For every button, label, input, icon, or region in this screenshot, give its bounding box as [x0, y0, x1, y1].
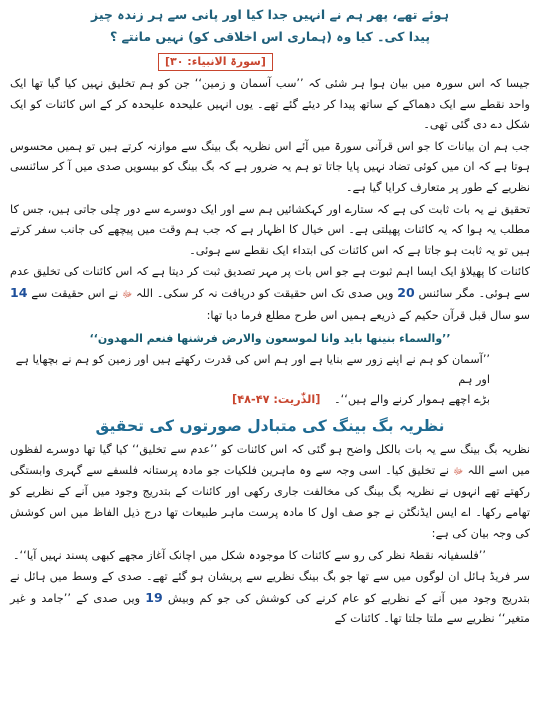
- paragraph-4-text-a: کائنات کا پھیلاؤ ایک ایسا اہم ثبوت ہے جو اس بات پر مہر تصدیق ثبت کر دیتا ہے کہ اس کائنات کی تخلیق عدم سے ہوئی۔ مگر سائنس: [10, 265, 530, 300]
- paragraph-5-text-b: نے تخلیق کیا۔ اسی وجہ سے وہ ماہرین فلکیات جو مادہ پرستانہ فلسفے سے گہری وابستگی رکھتے تھے انہوں نے نظریہ بگ بینگ کی مخالفت جاری رکھی اور کائنات کے بتدریج وجود میں آنے کے نظریے کو تھامے رکھا۔ اے ایس ایڈنگٹن نے جو صف اول کا مادہ پرست ماہر طبیعات تھا درج ذیل الفاظ میں اس کوشش کی وجہ بیان کی ہے:: [10, 463, 530, 540]
- quran-verse-line-1: ہوئے تھے، پھر ہم نے انہیں جدا کیا اور پانی سے ہر زندہ چیز: [91, 7, 449, 22]
- translation-line-2-text: بڑے اچھے ہموار کرنے والے ہیں‘‘۔: [334, 393, 490, 407]
- paragraph-5-text-a: نظریہ بگ بینگ سے یہ بات بالکل واضح ہو گئی کہ اس کائنات کو ’’عدم سے تخلیق‘‘ کیا گیا تھا دوسرے لفظوں میں اسے اللہ: [10, 443, 531, 477]
- paragraph-4-text-c: نے اس حقیقت سے: [31, 286, 119, 300]
- paragraph-5: [10, 440, 530, 544]
- honorific-symbol: ﷻ: [122, 289, 133, 300]
- verse-reference: [سورۃ الانبیاء: ۳۰]: [158, 53, 273, 71]
- translation-line-2: [10, 390, 490, 410]
- paragraph-6-text-a: سر فریڈ ہائل ان لوگوں میں سے تھا جو بگ بینگ نظریے سے پریشان ہو گئے تھے۔ صدی کے وسط میں ہائل نے بتدریج وجود میں آنے کے نظریے کو عام کرنے کی کوشش کی جو کم وبیش: [10, 570, 531, 605]
- section-heading: نظریہ بگ بینگ کی متبادل صورتوں کی تحقیق: [95, 417, 445, 436]
- paragraph-4: [10, 262, 530, 326]
- century-number: 20: [397, 284, 415, 300]
- quran-verse-line-2: پیدا کی۔ کیا وہ (ہماری اس اخلاقی کو) نہیں مانتے ؟: [109, 29, 431, 44]
- eddington-quote: ’’فلسفیانہ نقطۂ نظر کی رو سے کائنات کا موجودہ شکل میں اچانک آغاز مجھے کبھی پسند نہیں آیا‘‘۔: [12, 549, 486, 563]
- translation-reference: [الذّٰریت: ۴۷-۴۸]: [232, 393, 321, 407]
- paragraph-6-text-b: ویں صدی کے ’’جامد و غیر متغیر‘‘ نظریے سے ملتا جلتا تھا۔ کائنات کے: [10, 591, 530, 626]
- translation-line-1: ’’آسمان کو ہم نے اپنے زور سے بنایا ہے اور ہم اس کی قدرت رکھتے ہیں اور زمین کو ہم نے بچھایا ہے اور ہم: [15, 353, 490, 387]
- verse-reference-row: [10, 50, 530, 70]
- arabic-verse: ’’والسماء بنينها بايد وانا لموسعون والارض فرشنها فنعم المهدون‘‘: [89, 332, 451, 346]
- translation-quote: [10, 350, 490, 410]
- honorific-symbol-2: ﷻ: [453, 466, 464, 477]
- century-number-2: 19: [145, 589, 163, 605]
- paragraph-2: جب ہم ان بیانات کا جو اس قرآنی سورۃ میں آئے اس نظریہ بگ بینگ سے موازنہ کرتے ہیں تو ہمیں محسوس ہوتا ہے کہ ان میں کوئی تضاد نہیں پایا جاتا تو ہم یہ ضرور ہے کہ بگ بینگ کو بیسویں صدی میں آ کر سائنسی نظریے کے طور پر متعارف کرایا گیا ہے۔: [10, 139, 530, 194]
- paragraph-6: [10, 567, 530, 630]
- paragraph-1: جیسا کہ اس سورہ میں بیان ہوا ہر شئی کہ ’’سب آسمان و زمین‘‘ جن کو ہم تخلیق نہیں کیا گیا تھا ایک واحد نقطے سے ایک دھماکے کے ساتھ پیدا کر دیئے گئے تھے۔ یوں انہیں علیحدہ علیحدہ کر کے اس کائنات کو ایک شکل دے دی گئی تھی۔: [10, 77, 530, 132]
- paragraph-4-text-d: سو سال قبل قرآن حکیم کے ذریعے ہمیں اس طرح مطلع فرما دیا تھا:: [206, 308, 530, 322]
- paragraph-3: تحقیق نے یہ بات ثابت کی ہے کہ ستارے اور کہکشائیں ہم سے اور ایک دوسرے سے دور چلی جاتی ہیں، جس کا مطلب یہ ہوا کہ یہ کائنات پھیلتی ہے۔ اس خیال کا اظہار ہے کہ جب ہم وقت میں پیچھے کی جانب سفر کرتے ہیں تو یہ ثابت ہو جاتا ہے کہ اس کائنات کی ابتداء ایک نقطے سے ہوئی۔: [10, 202, 530, 257]
- years-number: 14: [10, 284, 28, 300]
- paragraph-4-text-b: ویں صدی تک اس حقیقت کو دریافت نہ کر سکی۔ اللہ: [136, 286, 394, 300]
